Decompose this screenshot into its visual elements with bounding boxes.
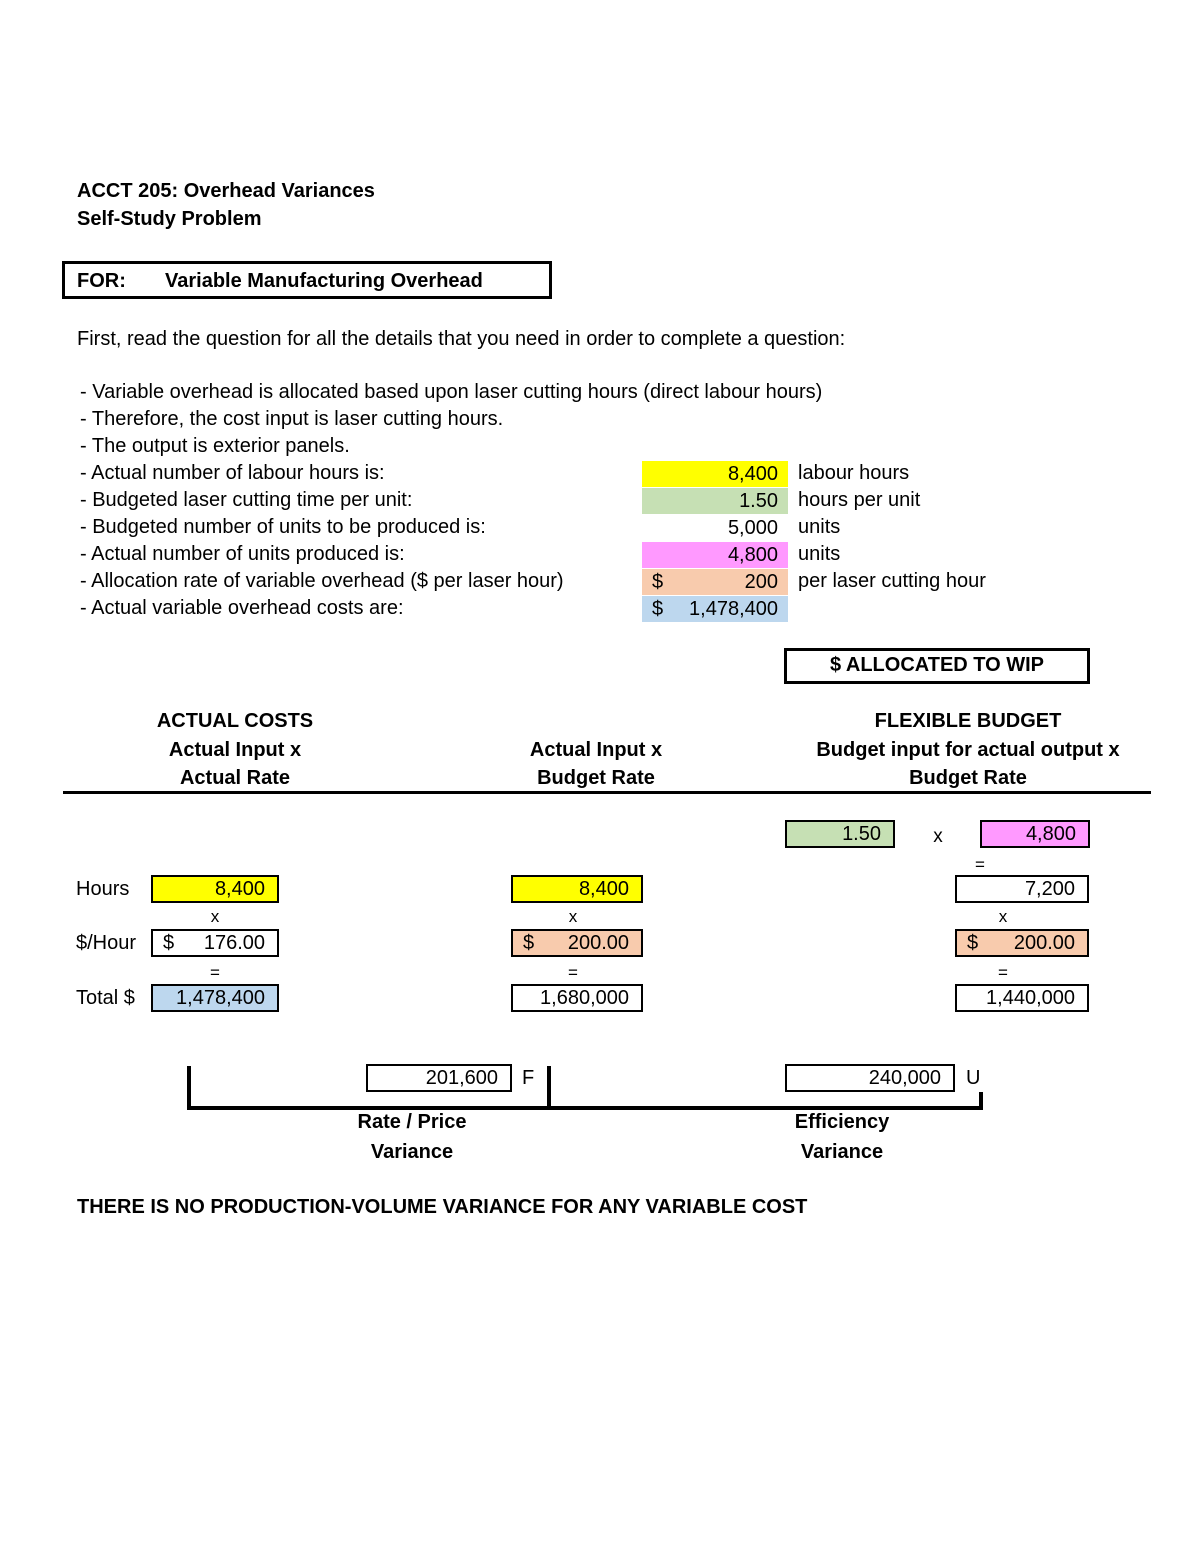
fact-dollar-sign: $ [652, 571, 664, 593]
middle-col-line2: Budget Rate [537, 767, 655, 789]
efficiency-variance-label: Efficiency [794, 1111, 890, 1133]
variance-bracket [187, 1106, 983, 1110]
fact-unit: labour hours [798, 462, 910, 484]
allocated-to-wip-box: $ ALLOCATED TO WIP [784, 648, 1090, 684]
fact-label: - Budgeted laser cutting time per unit: [80, 489, 413, 511]
fact-unit: hours per unit [798, 489, 921, 511]
efficiency-variance-amount-box: 240,000 [785, 1064, 955, 1092]
times-operator: x [210, 907, 220, 926]
actual-rate-box: $ 176.00 [151, 929, 279, 957]
flexible-col-line1: Budget input for actual output x [816, 739, 1120, 761]
fact-unit: units [798, 516, 841, 538]
fact-value-cell [642, 569, 788, 595]
efficiency-variance-flag: U [966, 1067, 981, 1089]
for-value: Variable Manufacturing Overhead [165, 270, 483, 292]
fact-value-cell [642, 596, 788, 622]
fact-dollar-sign: $ [652, 598, 664, 620]
times-operator: x [998, 907, 1008, 926]
footer-note: THERE IS NO PRODUCTION-VOLUME VARIANCE FOR ANY VARIABLE COST [77, 1196, 808, 1218]
rate-variance-flag: F [522, 1067, 535, 1089]
efficiency-variance-label2: Variance [800, 1141, 884, 1163]
fact-label: - Budgeted number of units to be produced is: [80, 516, 486, 538]
fact-value: 4,800 [727, 544, 778, 566]
flex-hours-box: 7,200 [955, 875, 1089, 903]
actual-hours-box: 8,400 [151, 875, 279, 903]
intro-text: First, read the question for all the details that you need in order to complete a question: [77, 328, 846, 350]
actual-col-line1: Actual Input x [168, 739, 302, 761]
fact-value-cell [642, 515, 788, 541]
actual-col-line2: Actual Rate [179, 767, 291, 789]
fact-label: - Actual number of units produced is: [80, 543, 405, 565]
fact-label: - Actual number of labour hours is: [80, 462, 385, 484]
for-box [62, 261, 552, 299]
bullet-item: - Therefore, the cost input is laser cutting hours. [80, 408, 504, 430]
flex-rate-box: $ 200.00 [955, 929, 1089, 957]
page-subtitle: Self-Study Problem [77, 208, 262, 230]
middle-total-box: 1,680,000 [511, 984, 643, 1012]
equals-operator: = [998, 963, 1008, 982]
fact-value-cell [642, 542, 788, 568]
rate-variance-label: Rate / Price [357, 1111, 467, 1133]
bullet-item: - Variable overhead is allocated based upon laser cutting hours (direct labour hours) [80, 381, 823, 403]
equals-operator: = [568, 963, 578, 982]
equals-operator: = [210, 963, 220, 982]
fact-label: - Actual variable overhead costs are: [80, 597, 404, 619]
hours-row-label: Hours [76, 878, 130, 900]
flexible-col-line2: Budget Rate [909, 767, 1027, 789]
fact-value: 5,000 [727, 517, 778, 539]
total-row-label: Total $ [76, 987, 135, 1009]
fact-value: 1.50 [739, 490, 778, 512]
std-hours-per-unit-box: 1.50 [785, 820, 895, 848]
flexible-budget-heading: FLEXIBLE BUDGET [874, 710, 1062, 732]
actual-units-box: 4,800 [980, 820, 1090, 848]
fact-value: 8,400 [727, 463, 778, 485]
fact-unit: units [798, 543, 841, 565]
actual-costs-heading: ACTUAL COSTS [156, 710, 314, 732]
bullet-item: - The output is exterior panels. [80, 435, 350, 457]
for-label: FOR: [77, 270, 126, 292]
header-divider [63, 791, 1151, 794]
fact-value-cell [642, 461, 788, 487]
times-operator: x [933, 826, 943, 847]
page-title: ACCT 205: Overhead Variances [77, 180, 375, 202]
bracket-left-tick [187, 1066, 191, 1110]
fact-value-cell [642, 488, 788, 514]
rate-variance-amount-box: 201,600 [366, 1064, 512, 1092]
bracket-middle-tick [547, 1066, 551, 1110]
fact-label: - Allocation rate of variable overhead ($ per laser hour) [80, 570, 564, 592]
middle-rate-box: $ 200.00 [511, 929, 643, 957]
flex-total-box: 1,440,000 [955, 984, 1089, 1012]
rate-row-label: $/Hour [76, 932, 137, 954]
fact-value: 1,478,400 [689, 598, 778, 620]
times-operator: x [568, 907, 578, 926]
equals-operator: = [975, 855, 985, 874]
fact-unit: per laser cutting hour [798, 570, 986, 592]
middle-col-line1: Actual Input x [529, 739, 663, 761]
fact-value: 200 [744, 571, 778, 593]
middle-hours-box: 8,400 [511, 875, 643, 903]
actual-total-box: 1,478,400 [151, 984, 279, 1012]
rate-variance-label2: Variance [370, 1141, 454, 1163]
